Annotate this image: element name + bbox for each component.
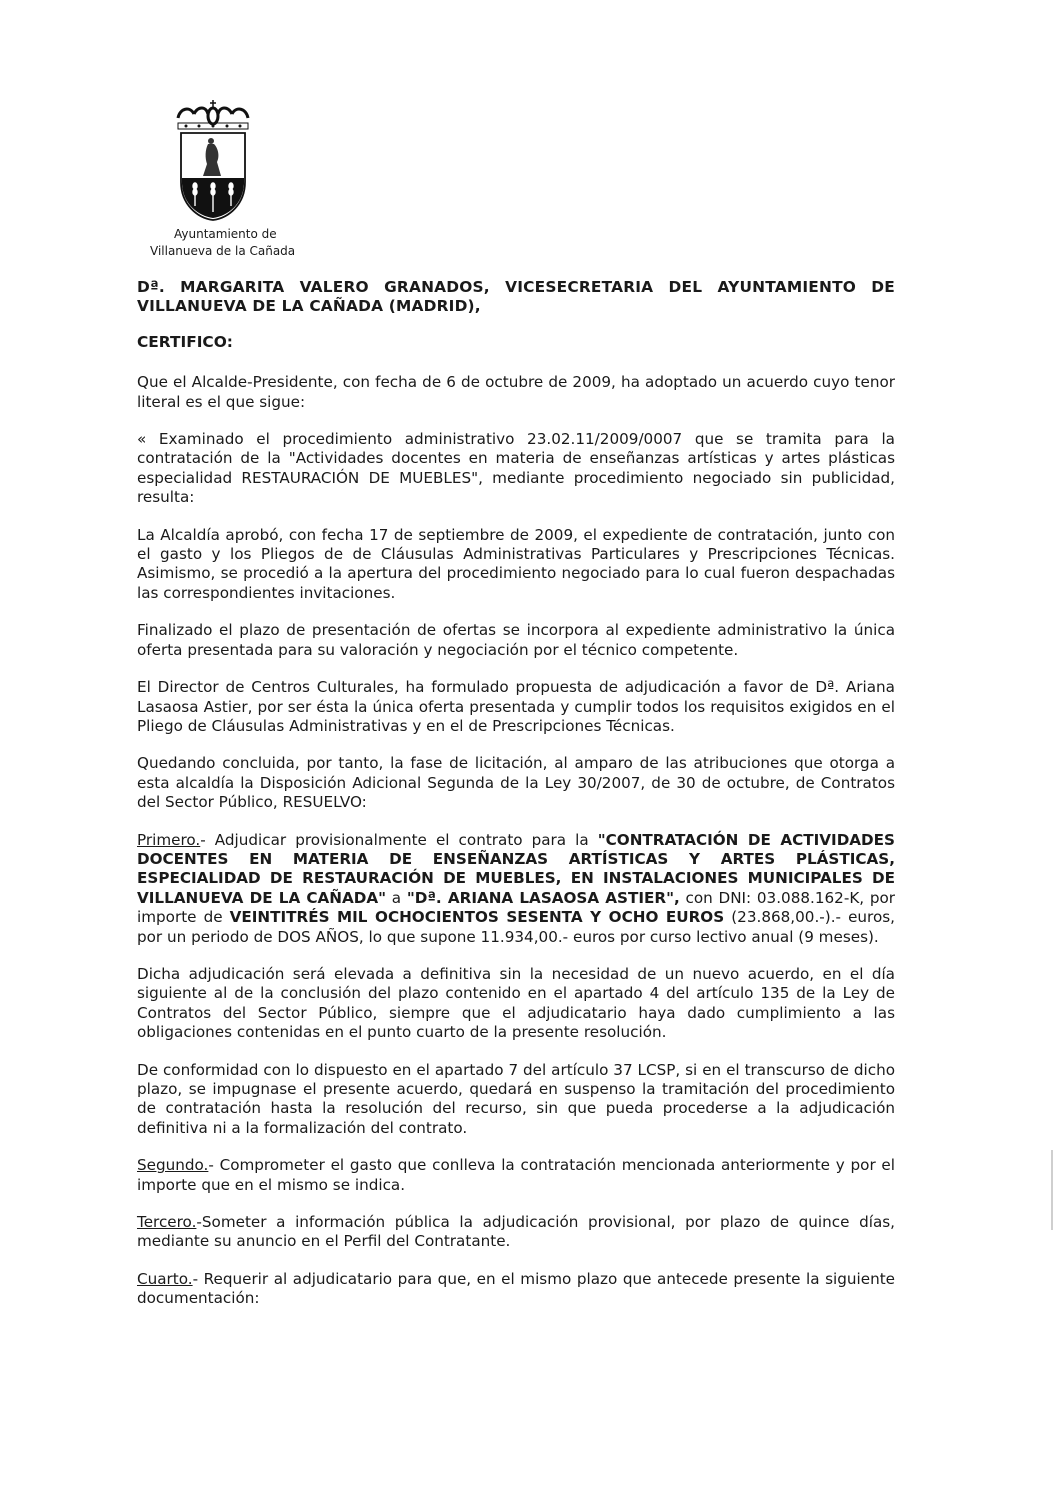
org-line-1: Ayuntamiento de	[174, 227, 277, 241]
paragraph-alcaldia: La Alcaldía aprobó, con fecha 17 de septiembre de 2009, el expediente de contratación, junto con el gasto y los Pliegos de de Cláusulas Administrativas Particulares y Prescripciones Técnicas. Asimismo, se procedió a la apertura del procedimiento negociado para lo cual fueron despachadas las correspondientes invitaciones.	[137, 525, 895, 602]
certifico-label: CERTIFICO:	[137, 332, 233, 351]
primero-text-1: - Adjudicar provisionalmente el contrato para la	[200, 830, 598, 849]
tercero-text: -Someter a información pública la adjudicación provisional, por plazo de quince días, mediante su anuncio en el Perfil del Contratante.	[137, 1213, 895, 1251]
paragraph-cuarto	[137, 1270, 895, 1309]
paragraph-tercero	[137, 1213, 895, 1252]
primero-text-2: a	[386, 888, 407, 907]
municipal-coat-of-arms	[172, 100, 254, 222]
paragraph-resuelvo: Quedando concluida, por tanto, la fase de licitación, al amparo de las atribuciones que otorga a esta alcaldía la Disposición Adicional Segunda de la Ley 30/2007, de 30 de octubre, de Contratos del Sector Público, RESUELVO:	[137, 754, 895, 812]
primero-awardee: "Dª. ARIANA LASAOSA ASTIER",	[406, 888, 680, 907]
segundo-label: Segundo.	[137, 1156, 209, 1175]
paragraph-director: El Director de Centros Culturales, ha formulado propuesta de adjudicación a favor de Dª. Ariana Lasaosa Astier, por ser ésta la única oferta presentada y cumplir todos los requisitos exigidos en el Pliego de Cláusulas Administrativas y en el de Prescripciones Técnicas.	[137, 678, 895, 735]
primero-contract-title: "CONTRATACIÓN DE ACTIVIDADES DOCENTES EN MATERIA DE ENSEÑANZAS ARTÍSTICAS Y ARTES PLÁSTICAS, ESPECIALIDAD DE RESTAURACIÓN DE MUEBLES, EN INSTALACIONES MUNICIPALES DE VILLANUEVA DE LA CAÑADA"	[137, 830, 895, 907]
segundo-text: - Comprometer el gasto que conlleva la contratación mencionada anteriormente y por el importe que en el mismo se indica.	[137, 1156, 895, 1194]
paragraph-adjudicacion-definitiva: Dicha adjudicación será elevada a definitiva sin la necesidad de un nuevo acuerdo, en el día siguiente al de la conclusión del plazo contenido en el apartado 4 del artículo 135 de la Ley de Contratos del Sector Público, siempre que el adjudicatario haya dado cumplimiento a las obligaciones contenidas en el punto cuarto de la presente resolución.	[137, 964, 895, 1042]
certifier-heading: Dª. MARGARITA VALERO GRANADOS, VICESECRETARIA DEL AYUNTAMIENTO DE VILLANUEVA DE LA CAÑADA (MADRID),	[137, 278, 895, 316]
org-line-2: Villanueva de la Cañada	[150, 244, 296, 258]
paragraph-conformidad: De conformidad con lo dispuesto en el apartado 7 del artículo 37 LCSP, si en el transcurso de dicho plazo, se impugnase el presente acuerdo, quedará en suspenso la tramitación del procedimiento de contratación hasta la resolución del recurso, sin que pueda procederse a la adjudicación definitiva ni a la formalización del contrato.	[137, 1060, 895, 1137]
primero-amount-words: VEINTITRÉS MIL OCHOCIENTOS SESENTA Y OCHO EUROS	[229, 908, 725, 927]
tercero-label: Tercero.	[137, 1213, 197, 1232]
primero-text-4: (23.868,00.-).- euros, por un periodo de DOS AÑOS, lo que supone 11.934,00.- euros por curso lectivo anual (9 meses).	[137, 908, 895, 946]
paragraph-segundo	[137, 1156, 895, 1195]
paragraph-intro: Que el Alcalde-Presidente, con fecha de 6 de octubre de 2009, ha adoptado un acuerdo cuyo tenor literal es el que sigue:	[137, 373, 895, 411]
organization-name	[150, 226, 310, 260]
primero-label: Primero.	[137, 830, 201, 849]
paragraph-examinado: « Examinado el procedimiento administrativo 23.02.11/2009/0007 que se tramita para la contratación de la "Actividades docentes en materia de enseñanzas artísticas y artes plásticas especialidad RESTAURACIÓN DE MUEBLES", mediante procedimiento negociado sin publicidad, resulta:	[137, 430, 895, 507]
cuarto-label: Cuarto.	[137, 1269, 193, 1288]
document-body	[137, 278, 895, 1327]
primero-text-3: con DNI: 03.088.162-K, por importe de	[137, 888, 896, 927]
scan-edge-mark	[1051, 1150, 1053, 1230]
cuarto-text: - Requerir al adjudicatario para que, en el mismo plazo que antecede presente la siguiente documentación:	[137, 1269, 895, 1308]
paragraph-finalizado: Finalizado el plazo de presentación de ofertas se incorpora al expediente administrativo la única oferta presentada para su valoración y negociación por el técnico competente.	[137, 621, 895, 659]
paragraph-primero	[137, 831, 895, 947]
